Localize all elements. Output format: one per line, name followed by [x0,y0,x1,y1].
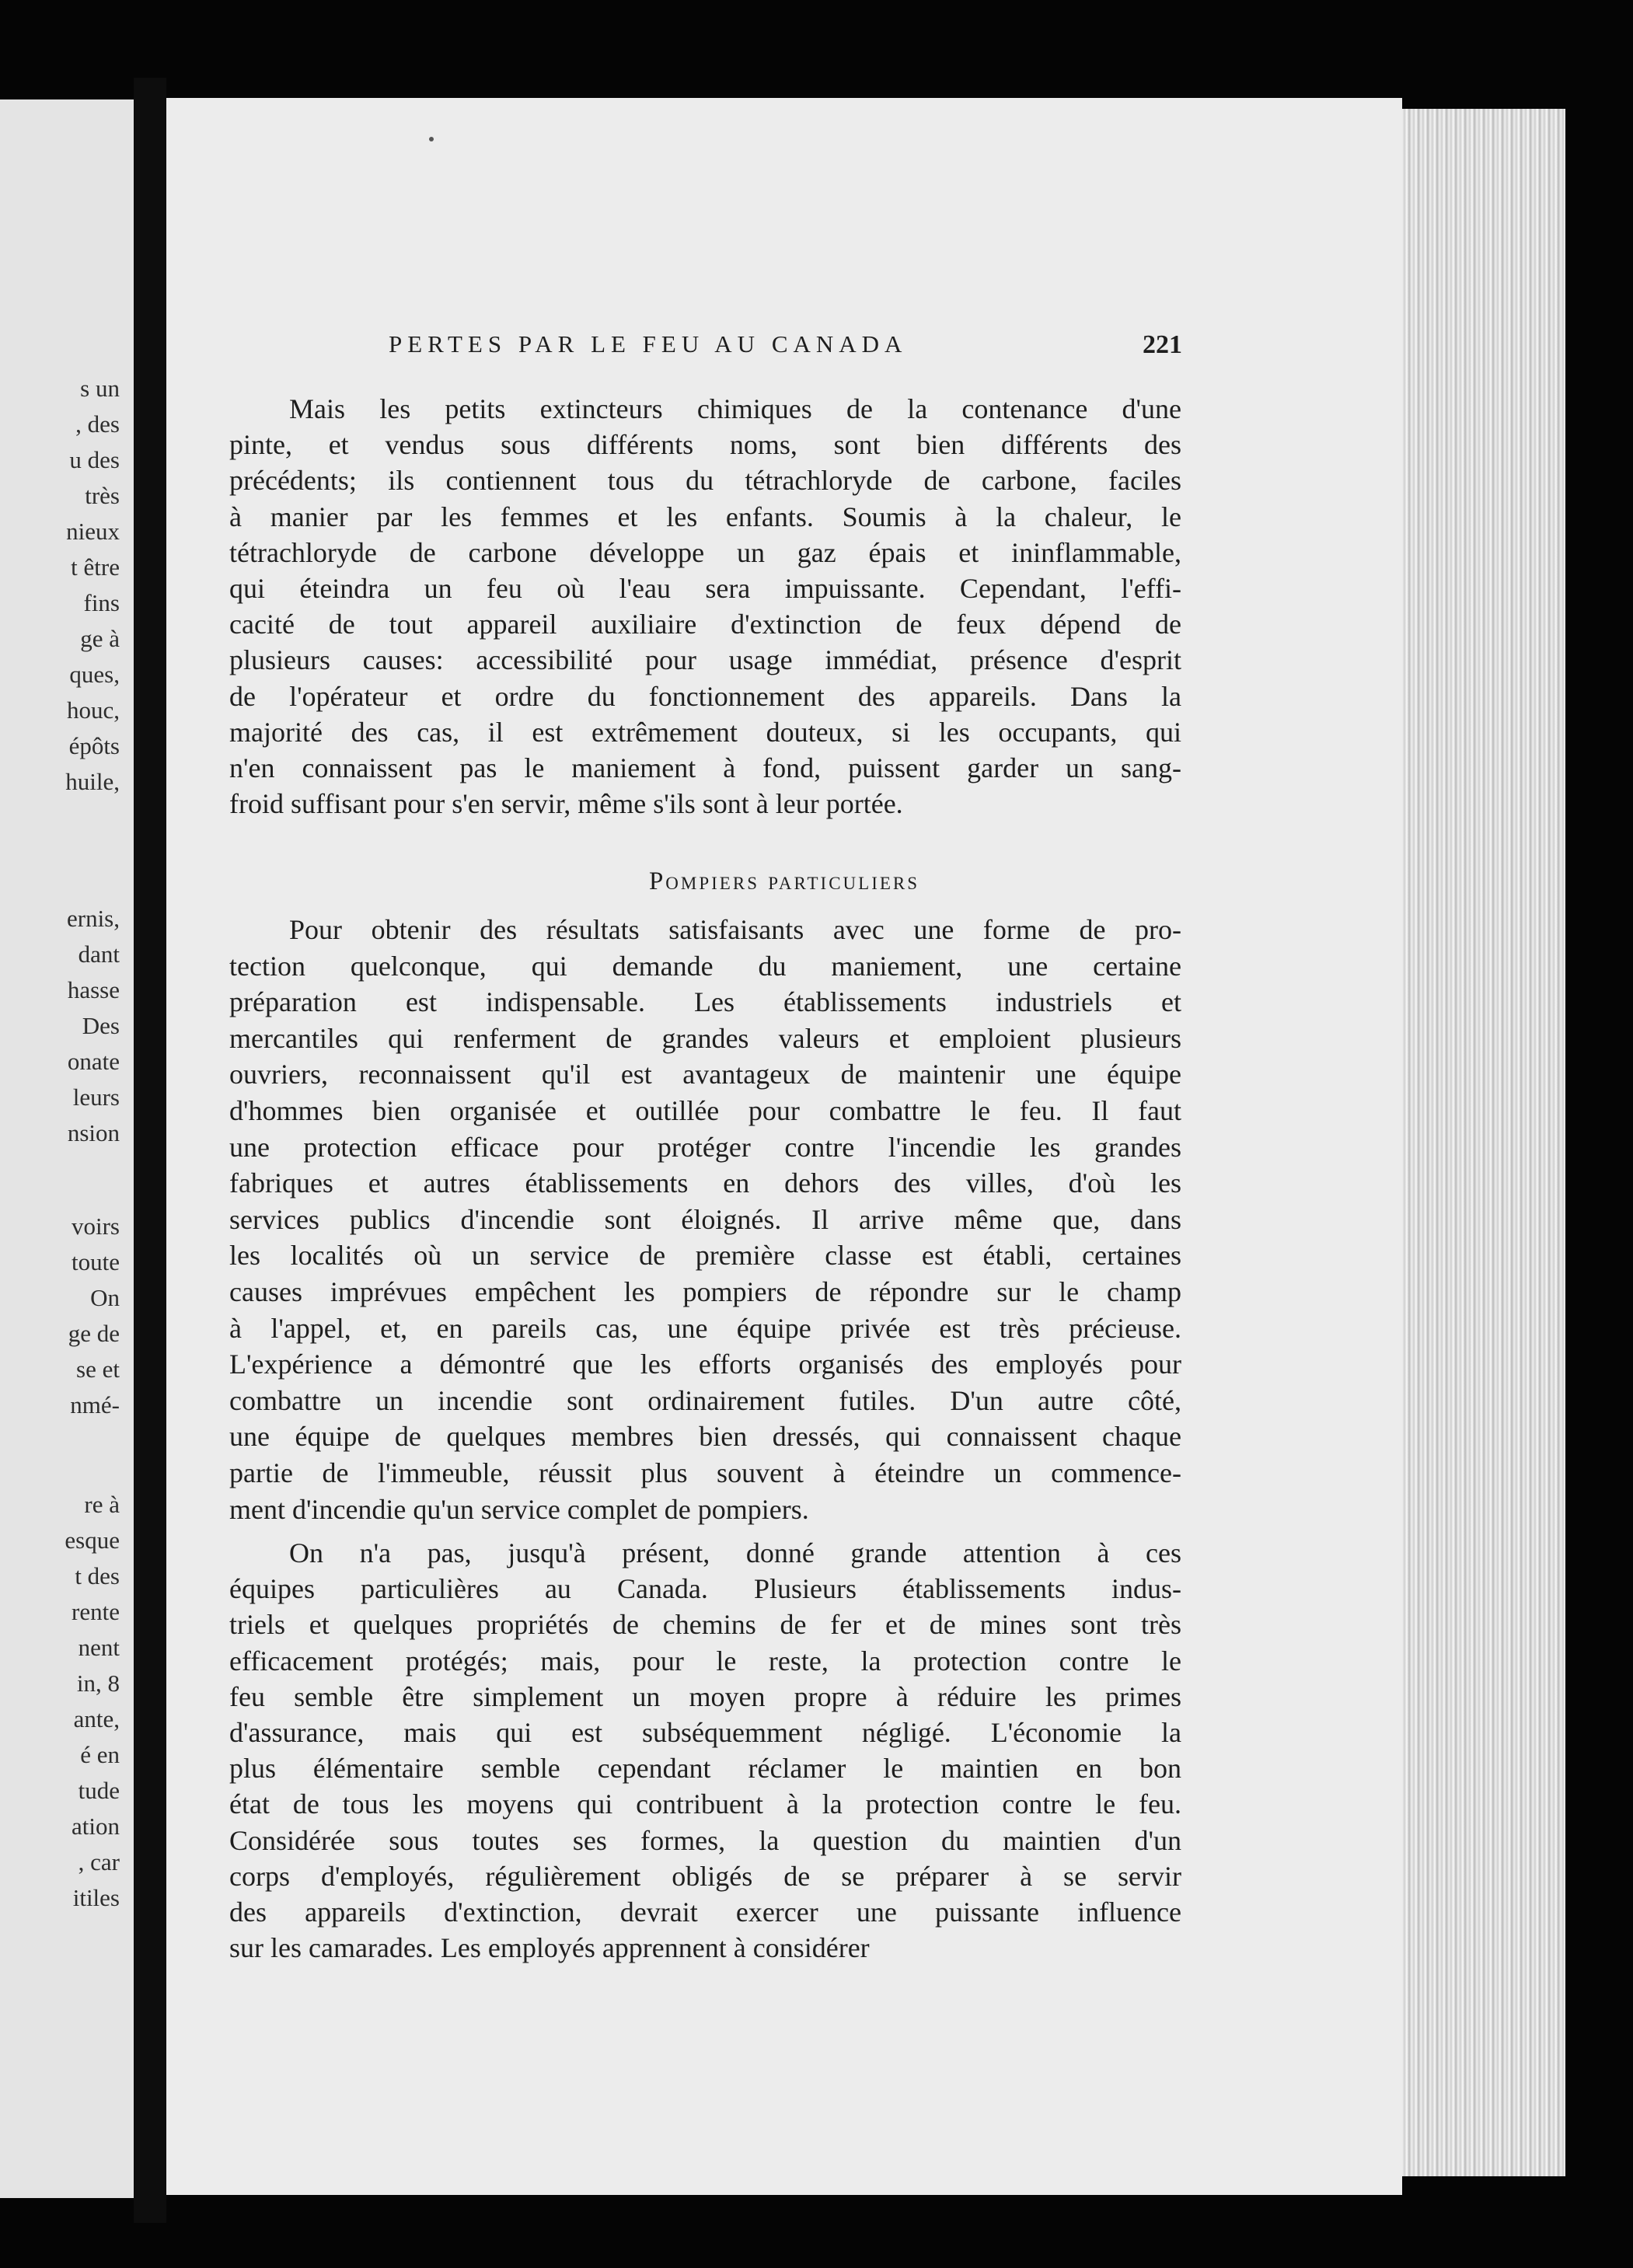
facing-page-fragment: dant [78,940,120,968]
facing-page-fragment: ation [72,1813,120,1840]
facing-page-fragment: u des [69,446,120,473]
paragraph2-line: à l'appel, et, en pareils cas, une équipe privée est très précieuse. [229,1312,1181,1344]
paragraph2-line: causes imprévues empêchent les pompiers de répondre sur le champ [229,1276,1181,1307]
facing-page-fragment: nsion [67,1119,120,1146]
facing-page-fragment: tude [78,1777,120,1804]
paragraph2-line: les localités où un service de première classe est établi, certaines [229,1240,1181,1272]
paragraph3-line: feu semble être simplement un moyen propre à réduire les primes [229,1680,1181,1712]
facing-page-fragment: On [90,1284,120,1311]
paragraph3-line: sur les camarades. Les employés apprennent à considérer [229,1932,870,1964]
paragraph2-line: préparation est indispensable. Les établissements industriels et [229,986,1181,1018]
running-head: PERTES PAR LE FEU AU CANADA [389,330,908,358]
facing-page-fragment: ernis, [66,905,120,932]
facing-page-fragment: toute [72,1248,120,1275]
facing-page-fragment: houc, [66,696,120,724]
facing-page-fragment: s un [80,375,120,402]
facing-page-fragment: ques, [69,661,120,688]
paragraph3-line: efficacement protégés; mais, pour le reste, la protection contre le [229,1645,1181,1677]
facing-page-fragment: épôts [68,732,120,759]
facing-page-fragment: se et [76,1356,120,1383]
facing-page-fragment: fins [83,589,120,616]
facing-page-fragment: é en [80,1741,120,1768]
facing-page-fragment: Des [82,1012,120,1039]
paragraph2-line: d'hommes bien organisée et outillée pour combattre le feu. Il faut [229,1095,1181,1126]
facing-page-fragment: ge de [68,1320,120,1347]
book-gutter [134,78,166,2223]
speck-mark [429,137,434,141]
paragraph2-line: combattre un incendie sont ordinairement futiles. D'un autre côté, [229,1384,1181,1416]
facing-page-fragment: très [85,482,120,509]
facing-page-fragment: t être [71,553,120,581]
paragraph1-line: pinte, et vendus sous différents noms, sont bien différents des [229,429,1181,461]
facing-page-fragment: leurs [72,1083,120,1111]
page-edges [1402,109,1565,2176]
paragraph2-line: une équipe de quelques membres bien dressés, qui connaissent chaque [229,1421,1181,1453]
paragraph1-line: tétrachloryde de carbone développe un gaz épais et ininflammable, [229,536,1181,568]
paragraph2-line: tection quelconque, qui demande du maniement, une certaine [229,950,1181,982]
facing-page-fragment: itiles [72,1884,120,1911]
paragraph2-line: ouvriers, reconnaissent qu'il est avantageux de maintenir une équipe [229,1059,1181,1090]
paragraph2-line: services publics d'incendie sont éloignés. Il arrive même que, dans [229,1203,1181,1235]
facing-page-fragment: huile, [65,768,120,795]
paragraph1-line: de l'opérateur et ordre du fonctionnement des appareils. Dans la [229,680,1181,712]
facing-page-fragment: nent [78,1634,120,1661]
facing-page-fragment: ante, [73,1705,120,1732]
paragraph1-line: froid suffisant pour s'en servir, même s'ils sont à leur portée. [229,788,903,820]
paragraph3-line: Considérée sous toutes ses formes, la question du maintien d'un [229,1824,1181,1856]
paragraph2-line: fabriques et autres établissements en dehors des villes, d'où les [229,1167,1181,1199]
paragraph2-line: mercantiles qui renferment de grandes valeurs et emploient plusieurs [229,1022,1181,1054]
paragraph3-line: corps d'employés, régulièrement obligés de se préparer à se servir [229,1860,1181,1892]
paragraph1-line: majorité des cas, il est extrêmement douteux, si les occupants, qui [229,716,1181,748]
facing-page-fragment: nmé- [70,1391,120,1418]
paragraph3-line: plus élémentaire semble cependant réclamer le maintien en bon [229,1753,1181,1785]
paragraph3-line: des appareils d'extinction, devrait exercer une puissante influence [229,1896,1181,1928]
facing-page-fragment: , car [78,1848,120,1875]
paragraph3-line: équipes particulières au Canada. Plusieurs établissements indus- [229,1573,1181,1605]
facing-page-fragment: in, 8 [76,1670,120,1697]
facing-page-fragment: voirs [72,1213,120,1240]
page-number: 221 [1143,330,1182,359]
paragraph2-line: partie de l'immeuble, réussit plus souvent à éteindre un commence- [229,1457,1181,1488]
paragraph2-line: ment d'incendie qu'un service complet de pompiers. [229,1493,809,1525]
paragraph1-line: Mais les petits extincteurs chimiques de la contenance d'une [289,393,1181,424]
paragraph2-line: une protection efficace pour protéger contre l'incendie les grandes [229,1131,1181,1163]
facing-page-fragment: hasse [67,976,120,1003]
paragraph2-line: L'expérience a démontré que les efforts organisés des employés pour [229,1349,1181,1380]
facing-page [0,99,134,2198]
facing-page-fragment: re à [84,1491,120,1518]
facing-page-fragment: , des [75,410,120,438]
paragraph1-line: qui éteindra un feu où l'eau sera impuissante. Cependant, l'effi- [229,573,1181,604]
paragraph3-line: état de tous les moyens qui contribuent à la protection contre le feu. [229,1788,1181,1820]
paragraph1-line: n'en connaissent pas le maniement à fond, puissent garder un sang- [229,752,1181,783]
facing-page-fragment: ge à [80,625,120,652]
paragraph1-line: à manier par les femmes et les enfants. Soumis à la chaleur, le [229,501,1181,532]
section-heading: Pompiers particuliers [648,867,920,895]
paragraph1-line: précédents; ils contiennent tous du tétrachloryde de carbone, faciles [229,465,1181,497]
paragraph3-line: triels et quelques propriétés de chemins de fer et de mines sont très [229,1609,1181,1641]
facing-page-fragment: esque [65,1527,120,1554]
paragraph3-line: d'assurance, mais qui est subséquemment négligé. L'économie la [229,1717,1181,1748]
facing-page-fragment: nieux [66,518,120,545]
paragraph2-line: Pour obtenir des résultats satisfaisants avec une forme de pro- [289,914,1181,945]
facing-page-fragment: t des [75,1562,120,1589]
paragraph1-line: plusieurs causes: accessibilité pour usage immédiat, présence d'esprit [229,644,1181,676]
paragraph1-line: cacité de tout appareil auxiliaire d'extinction de feux dépend de [229,609,1181,640]
facing-page-fragment: onate [67,1048,120,1075]
paragraph3-line: On n'a pas, jusqu'à présent, donné grande attention à ces [289,1537,1181,1568]
facing-page-fragment: rente [72,1598,120,1625]
